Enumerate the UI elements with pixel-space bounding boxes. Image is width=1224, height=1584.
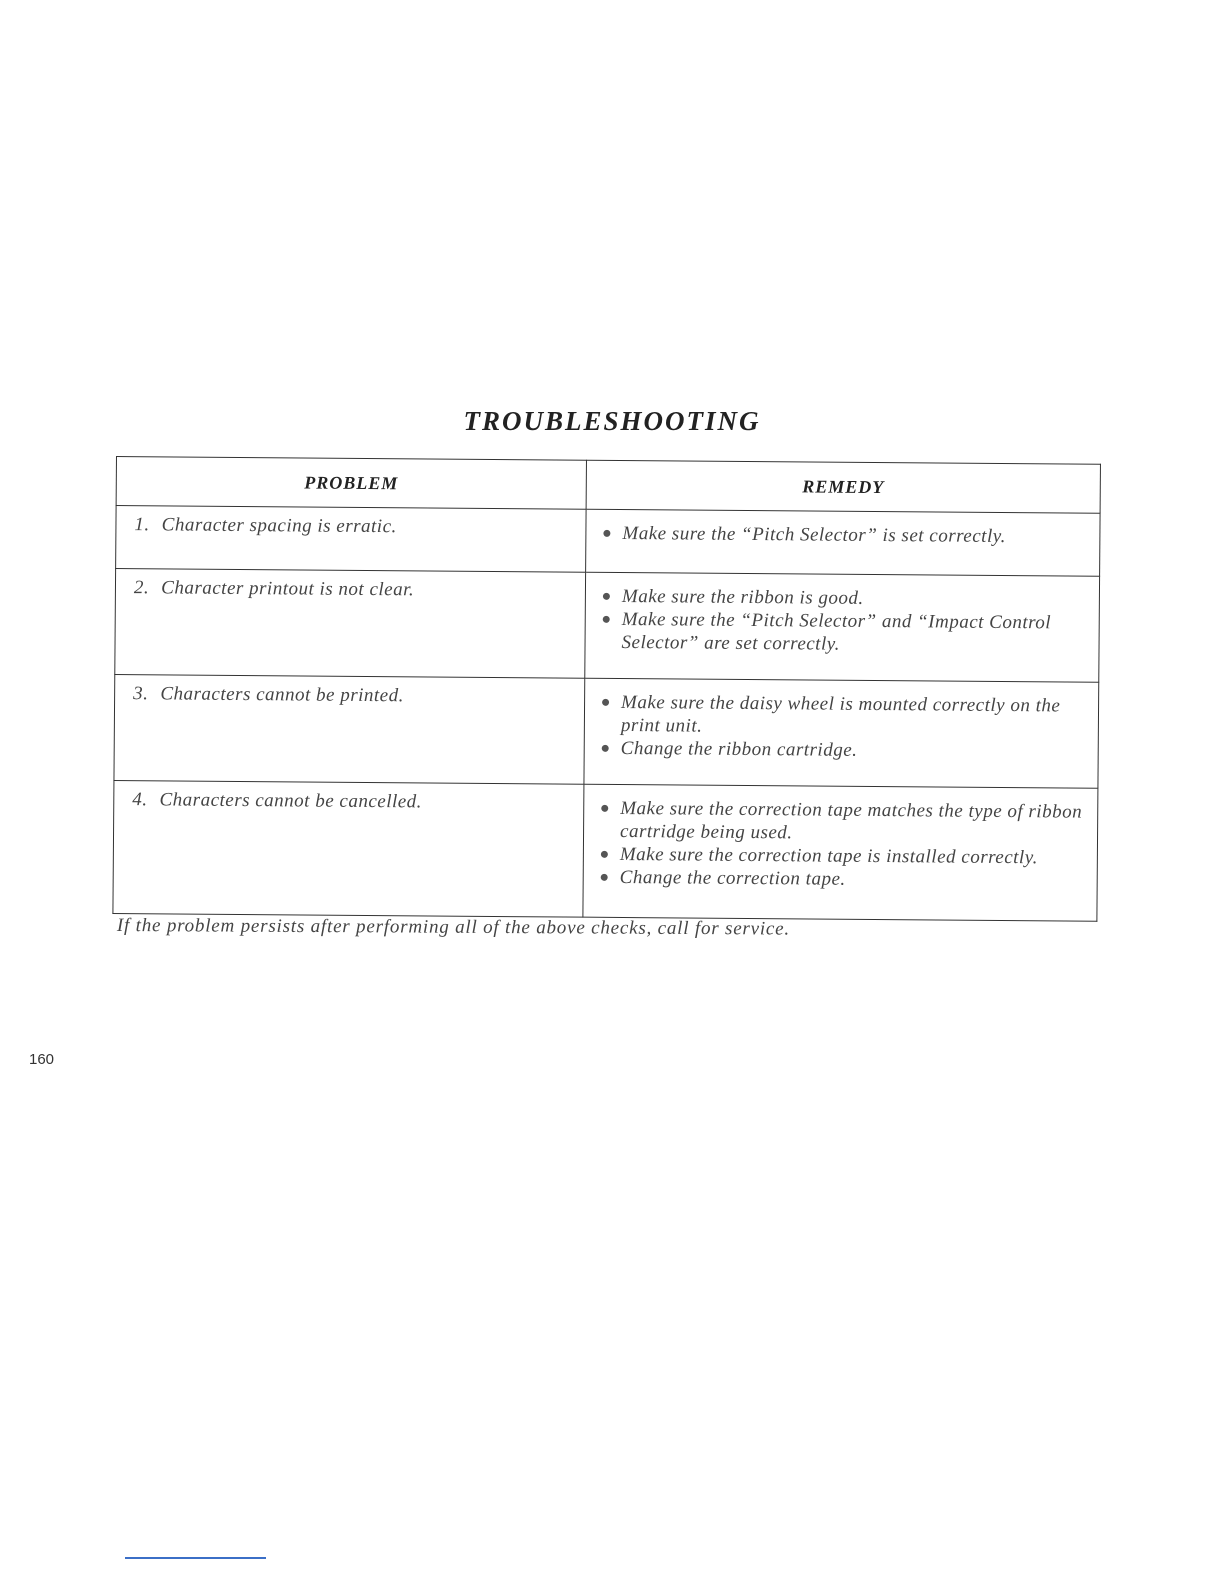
- problem-cell: [113, 780, 584, 917]
- table-row: [113, 780, 1098, 921]
- problem-cell: [114, 674, 585, 784]
- remedy-cell: [583, 784, 1098, 921]
- problem-text: Character spacing is erratic.: [161, 514, 397, 538]
- remedy-cell: [585, 572, 1100, 682]
- table-row: [114, 674, 1099, 788]
- remedy-item: [599, 608, 1094, 658]
- remedy-text: Make sure the “Pitch Selector” is set correctly.: [622, 522, 1006, 547]
- remedy-text: Change the correction tape.: [619, 866, 846, 890]
- bullet-icon: [603, 530, 610, 537]
- bullet-icon: [602, 699, 609, 706]
- bullet-icon: [603, 593, 610, 600]
- bullet-icon: [601, 851, 608, 858]
- remedy-list: [599, 691, 1095, 764]
- remedy-text: Make sure the “Pitch Selector” and “Impact Control Selector” are set correctly.: [621, 608, 1052, 655]
- problem-number: 1.: [134, 514, 150, 536]
- problem-text: Character printout is not clear.: [161, 577, 415, 601]
- remedy-list: [598, 797, 1094, 893]
- remedy-cell: [584, 678, 1099, 788]
- table-header-row: [116, 457, 1100, 514]
- remedy-text: Make sure the correction tape is installed correctly.: [619, 843, 1038, 869]
- remedy-text: Make sure the ribbon is good.: [621, 585, 864, 609]
- bullet-icon: [602, 745, 609, 752]
- remedy-item: [600, 522, 1095, 549]
- remedy-item: [598, 866, 1093, 893]
- bullet-icon: [601, 805, 608, 812]
- troubleshooting-table: [112, 456, 1101, 922]
- remedy-list: [599, 585, 1095, 658]
- remedy-item: [599, 737, 1094, 764]
- table-row: [116, 506, 1100, 577]
- service-note: If the problem persists after performing all of the above checks, call for service.: [116, 915, 791, 940]
- problem-column-header: PROBLEM: [116, 457, 586, 510]
- table-row: [115, 569, 1100, 683]
- remedy-text: Make sure the correction tape matches the type of ribbon cartridge being used.: [619, 797, 1083, 844]
- problem-cell: [115, 569, 586, 679]
- remedy-text: Make sure the daisy wheel is mounted correctly on the print unit.: [620, 691, 1061, 737]
- remedy-text: Change the ribbon cartridge.: [620, 737, 858, 761]
- problem-text: Characters cannot be cancelled.: [159, 789, 423, 813]
- remedy-column-header: REMEDY: [586, 460, 1100, 513]
- problem-cell: [116, 506, 586, 573]
- remedy-item: [598, 797, 1093, 847]
- problem-number: 4.: [132, 789, 148, 811]
- remedy-item: [599, 691, 1094, 741]
- scan-edge-line: [125, 1557, 266, 1559]
- problem-text: Characters cannot be printed.: [160, 683, 404, 707]
- remedy-list: [600, 522, 1095, 549]
- page-number: 160: [29, 1051, 55, 1068]
- bullet-icon: [601, 874, 608, 881]
- problem-number: 2.: [133, 577, 150, 599]
- remedy-cell: [586, 509, 1100, 576]
- problem-number: 3.: [133, 683, 149, 705]
- page-title: TROUBLESHOOTING: [463, 406, 761, 436]
- bullet-icon: [603, 616, 610, 623]
